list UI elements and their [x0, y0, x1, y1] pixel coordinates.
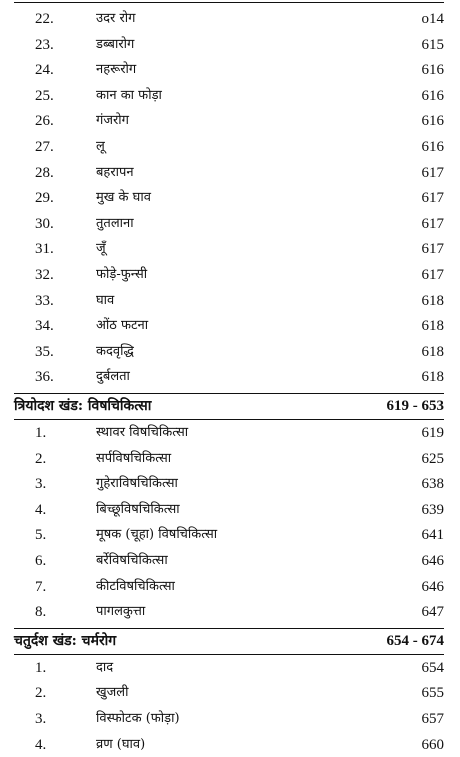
toc-entry [0, 264, 460, 286]
entry-title: दाद [96, 659, 114, 675]
toc-entry [0, 136, 460, 158]
entry-number: 22. [35, 11, 54, 27]
entry-number: 2. [35, 450, 47, 467]
toc-entry [0, 499, 460, 521]
entry-page-number: 641 [421, 527, 444, 544]
toc-entry [0, 341, 460, 363]
toc-entry [0, 8, 460, 30]
toc-entry [0, 524, 460, 546]
entry-title: लू [96, 139, 105, 154]
entry-title: कदवृद्धि [96, 343, 134, 359]
toc-entry [0, 110, 460, 132]
section-page-range: 619 - 653 [386, 398, 444, 414]
entry-number: 34. [35, 318, 54, 335]
toc-entry [0, 59, 460, 81]
entry-page-number: 625 [421, 450, 444, 467]
entry-title: तुतलाना [96, 215, 134, 231]
toc-entry [0, 290, 460, 312]
entry-number: 6. [35, 553, 47, 569]
section-page-range: 654 - 674 [386, 632, 444, 649]
toc-entry [0, 576, 460, 598]
section-title: चतुर्दश खंड: चर्मरोग [14, 632, 117, 649]
entry-title: जूँ [96, 241, 106, 257]
toc-entry [0, 366, 460, 388]
entry-page-number: o14 [421, 11, 444, 27]
entry-page-number: 618 [421, 318, 444, 335]
entry-page-number: 646 [421, 578, 444, 595]
entry-number: 35. [35, 343, 54, 360]
toc-entry [0, 213, 460, 235]
entry-page-number: 616 [421, 113, 444, 130]
entry-page-number: 654 [421, 659, 444, 676]
entry-title: सर्पविषचिकित्सा [96, 450, 172, 466]
entry-page-number: 617 [421, 190, 444, 207]
entry-title: पागलकुत्ता [96, 604, 146, 620]
entry-number: 36. [35, 369, 54, 386]
entry-number: 5. [35, 527, 47, 544]
entry-title: बिच्छूविषचिकित्सा [96, 501, 180, 517]
toc-entry [0, 682, 460, 704]
entry-number: 29. [35, 190, 54, 207]
entry-title: घाव [96, 292, 115, 308]
entry-title: दुर्बलता [96, 369, 130, 385]
entry-number: 25. [35, 87, 54, 104]
entry-number: 26. [35, 113, 54, 130]
entry-title: गंजरोग [96, 113, 129, 129]
entry-page-number: 655 [421, 685, 444, 702]
entry-page-number: 616 [421, 139, 444, 155]
section-header [0, 394, 460, 418]
toc-entry [0, 550, 460, 572]
toc-entry [0, 238, 460, 260]
section-divider-bottom [14, 419, 444, 420]
entry-title: नहरूरोग [96, 62, 137, 78]
entry-title: स्थावर विषचिकित्सा [96, 425, 189, 440]
toc-entry [0, 657, 460, 679]
entry-number: 24. [35, 62, 54, 79]
entry-page-number: 646 [421, 553, 444, 569]
entry-page-number: 617 [421, 164, 444, 181]
toc-entry [0, 708, 460, 730]
toc-entry [0, 162, 460, 184]
toc-entry [0, 34, 460, 56]
entry-title: बहरापन [96, 164, 134, 180]
entry-page-number: 616 [421, 62, 444, 79]
entry-title: मूषक (चूहा) विषचिकित्सा [96, 527, 218, 543]
toc-entry [0, 601, 460, 623]
entry-number: 31. [35, 241, 54, 258]
entry-number: 3. [35, 711, 47, 727]
entry-number: 8. [35, 604, 47, 621]
entry-title: मुख के घाव [96, 190, 151, 206]
entry-page-number: 618 [421, 369, 444, 386]
toc-entry [0, 422, 460, 444]
entry-number: 1. [35, 659, 47, 676]
entry-page-number: 617 [421, 267, 444, 283]
toc-entry [0, 187, 460, 209]
toc-entry [0, 448, 460, 470]
top-divider [14, 2, 444, 3]
entry-page-number: 615 [421, 36, 444, 53]
entry-number: 33. [35, 292, 54, 309]
entry-number: 32. [35, 267, 54, 283]
entry-page-number: 619 [421, 425, 444, 441]
section-header [0, 629, 460, 653]
entry-title: ओंठ फटना [96, 318, 149, 334]
entry-title: खुजली [96, 685, 129, 701]
entry-page-number: 617 [421, 241, 444, 258]
toc-entry [0, 315, 460, 337]
entry-page-number: 618 [421, 292, 444, 309]
entry-title: कीटविषचिकित्सा [96, 578, 175, 594]
toc-entry [0, 473, 460, 495]
entry-page-number: 639 [421, 501, 444, 518]
entry-number: 4. [35, 501, 47, 518]
entry-number: 30. [35, 215, 54, 232]
entry-title: फोड़े-फुन्सी [96, 267, 148, 282]
entry-number: 1. [35, 425, 47, 441]
entry-title: गुहेराविषचिकित्सा [96, 476, 178, 492]
section-title: त्रियोदश खंड: विषचिकित्सा [14, 398, 152, 414]
entry-page-number: 660 [421, 736, 444, 753]
toc-entry [0, 85, 460, 107]
entry-title: व्रण (घाव) [96, 736, 146, 752]
entry-title: विस्फोटक (फोड़ा) [96, 711, 180, 726]
entry-number: 3. [35, 476, 47, 493]
entry-number: 7. [35, 578, 47, 595]
entry-page-number: 617 [421, 215, 444, 232]
section-divider-bottom [14, 654, 444, 655]
entry-page-number: 618 [421, 343, 444, 360]
entry-page-number: 657 [421, 711, 444, 727]
entry-number: 23. [35, 36, 54, 53]
entry-number: 28. [35, 164, 54, 181]
entry-page-number: 647 [421, 604, 444, 621]
entry-page-number: 616 [421, 87, 444, 104]
entry-title: डब्बारोग [96, 36, 135, 52]
entry-page-number: 638 [421, 476, 444, 493]
entry-title: कान का फोड़ा [96, 87, 162, 103]
entry-number: 2. [35, 685, 47, 702]
entry-number: 27. [35, 139, 54, 155]
toc-entry [0, 734, 460, 756]
entry-number: 4. [35, 736, 47, 753]
entry-title: उदर रोग [96, 11, 136, 26]
entry-title: बर्रेविषचिकित्सा [96, 553, 168, 568]
